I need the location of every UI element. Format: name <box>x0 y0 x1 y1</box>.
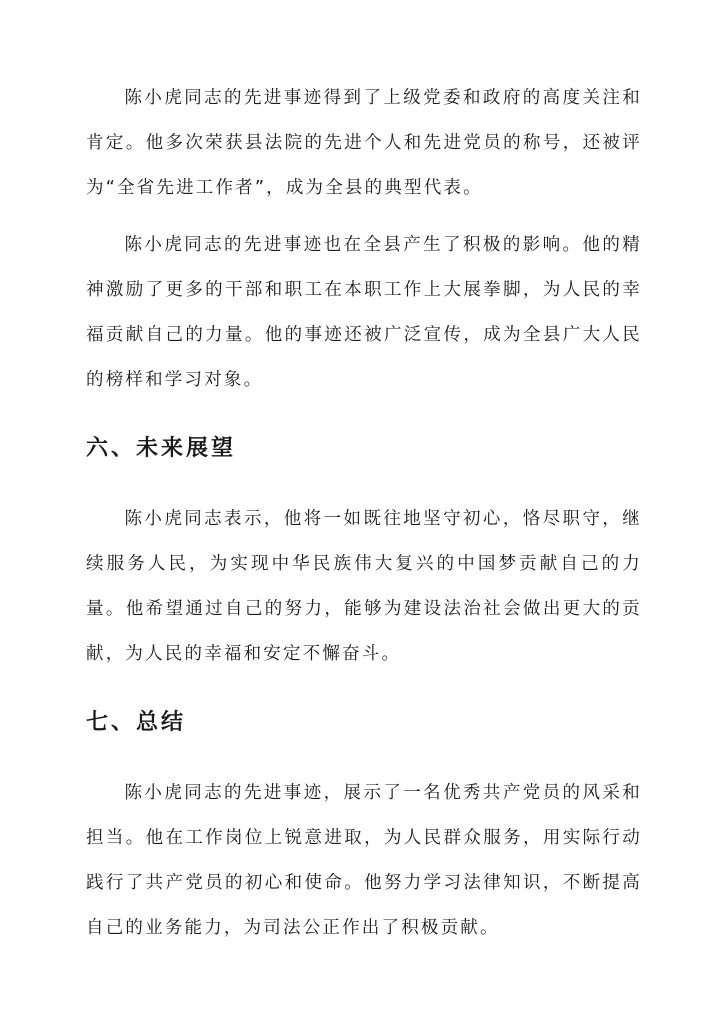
paragraph-influence: 陈小虎同志的先进事迹也在全县产生了积极的影响。他的精神激励了更多的干部和职工在本职工作上大展拳脚，为人民的幸福贡献自己的力量。他的事迹还被广泛宣传，成为全县广大人民的榜样和学习对象。 <box>86 235 642 390</box>
document-page <box>86 76 642 951</box>
paragraph-recognition: 陈小虎同志的先进事迹得到了上级党委和政府的高度关注和肯定。他多次荣获县法院的先进个人和先进党员的称号，还被评为“全省先进工作者”，成为全县的典型代表。 <box>86 88 642 198</box>
paragraph-summary: 陈小虎同志的先进事迹，展示了一名优秀共产党员的风采和担当。他在工作岗位上锐意进取，为人民群众服务，用实际行动践行了共产党员的初心和使命。他努力学习法律知识，不断提高自己的业务能力，为司法公正作出了积极贡献。 <box>86 783 642 938</box>
paragraph-future-outlook: 陈小虎同志表示，他将一如既往地坚守初心，恪尽职守，继续服务人民，为实现中华民族伟大复兴的中国梦贡献自己的力量。他希望通过自己的努力，能够为建设法治社会做出更大的贡献，为人民的幸福和安定不懈奋斗。 <box>86 509 642 664</box>
section-heading-future-outlook: 六、未来展望 <box>86 436 237 461</box>
section-heading-summary: 七、总结 <box>86 710 187 735</box>
